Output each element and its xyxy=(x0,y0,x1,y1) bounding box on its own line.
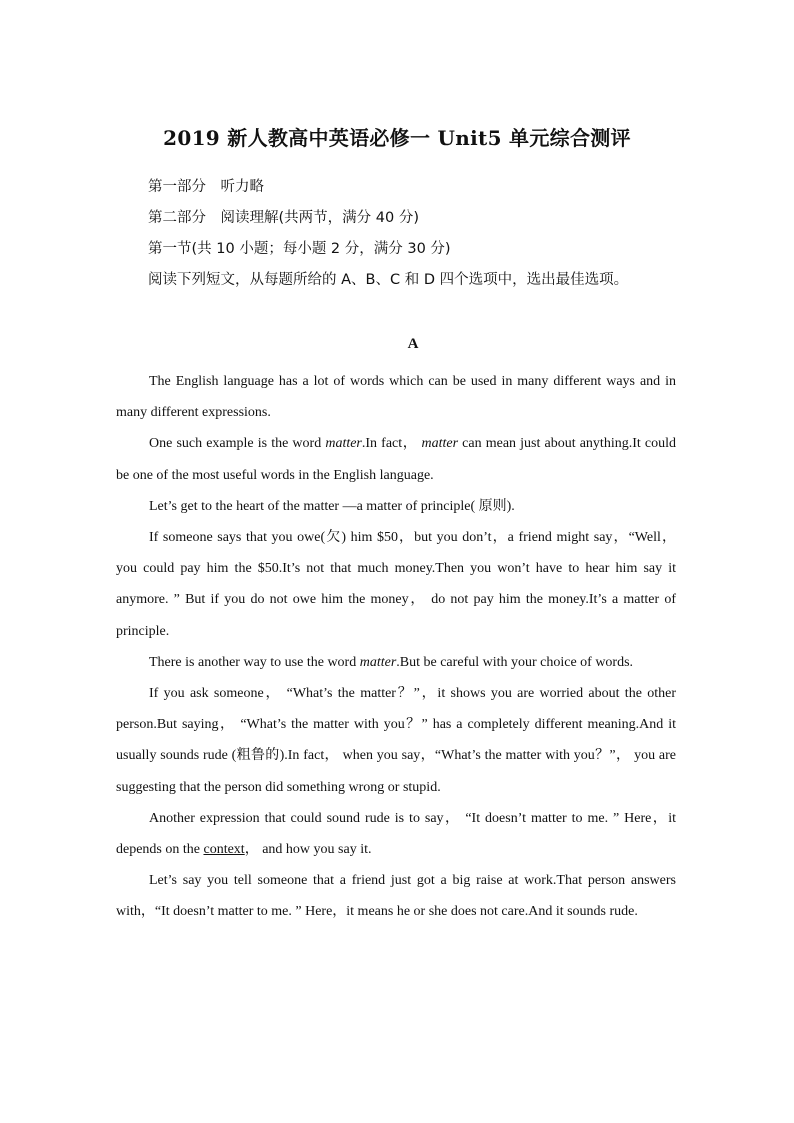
text-run: .In fact， xyxy=(361,436,422,452)
paragraph: The English language has a lot of words which can be used in many different ways and in many different expressions. xyxy=(116,374,676,421)
text-run: One such example is the word xyxy=(149,436,326,452)
paragraph xyxy=(116,428,676,490)
paragraph xyxy=(116,803,676,865)
italic-word: matter xyxy=(325,436,362,452)
exam-header xyxy=(148,177,708,301)
text-run: Another expression that could sound rude is to say， “It doesn’t matter to me. ” Here，it depends on the xyxy=(116,810,676,858)
paragraph: Let’s say you tell someone that a friend just got a big raise at work.That person answers with，“It doesn’t matter to me. ” Here，it means he or she does not care.And it sounds rude. xyxy=(116,873,676,920)
text-run: There is another way to use the word xyxy=(149,654,360,670)
italic-word: matter xyxy=(421,436,459,452)
underlined-word: context xyxy=(203,842,245,858)
text-run: can mean just about anything.It could be one of the most useful words in the English language. xyxy=(116,436,676,483)
passage-a xyxy=(116,366,676,928)
part-two-line: 第二部分 阅读理解(共两节，满分 40 分) xyxy=(148,210,419,226)
document-title: 2019 新人教高中英语必修一 Unit5 单元综合测评 xyxy=(163,126,631,150)
text-run: .But be careful with your choice of words. xyxy=(396,654,634,670)
part-one-line: 第一部分 听力略 xyxy=(148,179,264,195)
paragraph: Let’s get to the heart of the matter —a matter of principle( 原则). xyxy=(149,498,515,514)
paragraph xyxy=(116,647,676,678)
instruction-line: 阅读下列短文，从每题所给的 A、B、C 和 D 四个选项中，选出最佳选项。 xyxy=(148,272,629,288)
italic-word: matter xyxy=(359,654,397,670)
text-run: ， and how you say it. xyxy=(244,842,372,858)
passage-label: A xyxy=(407,336,419,352)
paragraph: If you ask someone， “What’s the matter？”，it shows you are worried about the other person.But saying， “What’s the matter with you？” has a completely different meaning.And it usually sounds rude (粗鲁的).In fact， when you say，“What’s the matter with you？”， you are suggesting that the person did something wrong or stupid. xyxy=(116,686,676,795)
section-one-line: 第一节(共 10 小题；每小题 2 分，满分 30 分) xyxy=(148,241,451,257)
paragraph: If someone says that you owe(欠) him $50，but you don’t，a friend might say，“Well， you could pay him the $50.It’s not that much money.Then you won’t have to hear him say it anymore. ” But if you do not owe him the money， do not pay him the money.It’s a matter of principle. xyxy=(116,530,676,639)
